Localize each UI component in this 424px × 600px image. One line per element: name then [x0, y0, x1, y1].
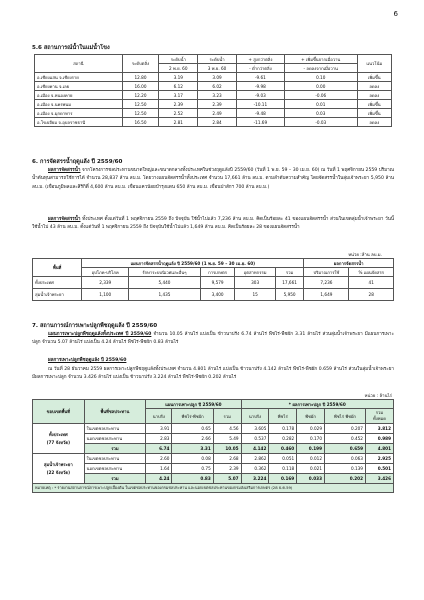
para-1-heading: ผลการจัดสรรน้ำ	[48, 168, 81, 173]
cell: ลดลง	[357, 91, 391, 100]
cell: 1,435	[129, 289, 201, 301]
col-field: พืชไร่-พืชผัก	[172, 409, 213, 424]
cultivation-table	[32, 399, 394, 493]
cell: 3.224	[241, 474, 269, 484]
cell: อ.เมือง จ.นครพนม	[35, 100, 123, 109]
cell: 0.063	[325, 454, 366, 464]
section-6-para-1	[32, 167, 394, 192]
col-consumption: อุปโภค-บริโภค	[82, 268, 129, 277]
cell: -9.98	[236, 82, 284, 91]
cell: รวม	[84, 444, 146, 454]
cell: -9.61	[236, 73, 284, 82]
cell: อ.โขงเจียม จ.อุบลราชธานี	[35, 118, 123, 127]
cell: 4.56	[213, 424, 241, 434]
section-6-para-2	[32, 216, 394, 233]
cell: ลดลง	[357, 82, 391, 91]
col-level-2: ระดับน้ำ	[198, 55, 237, 64]
table-row	[35, 73, 392, 82]
scope-name: ลุ่มน้ำเจ้าพระยา	[43, 461, 73, 467]
cell: 0.012	[297, 454, 325, 464]
cell: 16.50	[122, 118, 159, 127]
table-row	[33, 277, 394, 289]
cell: 0.452	[325, 434, 366, 444]
cell: 12.50	[122, 100, 159, 109]
col-level-2-date: 3 พ.ย. 60	[198, 64, 237, 73]
cell: 0.501	[365, 464, 393, 474]
cell: ในเขตชลประทาน	[84, 424, 146, 434]
col-industry: อุตสาหกรรม	[235, 268, 275, 277]
table-row	[35, 100, 392, 109]
cell: -9.03	[236, 91, 284, 100]
cell: อ.เมือง จ.มุกดาหาร	[35, 109, 123, 118]
cell: อ.เชียงแสน จ.เชียงราย	[35, 73, 123, 82]
cell: 3.31	[172, 444, 213, 454]
cell: รวม	[84, 474, 146, 484]
cell: 2.84	[198, 118, 237, 127]
cell: 6.74	[146, 444, 172, 454]
cell: 17,661	[275, 277, 304, 289]
cell: 0.537	[241, 434, 269, 444]
cell: 0.118	[269, 464, 297, 474]
plan-header: แผนการเพาะปลูก ปี 2559/60	[146, 400, 241, 409]
cell: 0.00	[284, 82, 357, 91]
cell: 1,649	[304, 289, 349, 301]
col-ecology: รักษาระบบนิเวศและอื่นๆ	[129, 268, 201, 277]
cell: 2.862	[241, 454, 269, 464]
cell: 0.033	[297, 474, 325, 484]
cell: 6.12	[159, 82, 198, 91]
cell: -10.11	[236, 100, 284, 109]
cell: 10.05	[213, 444, 241, 454]
plan-header: แผนการจัดสรรน้ำฤดูแล้ง ปี 2559/60 (1 พ.ย. 59 – 30 เม.ย. 60)	[82, 259, 304, 268]
cell: 3.812	[365, 424, 393, 434]
cell: 2.60	[146, 454, 172, 464]
scope-sub: (22 จังหวัด)	[46, 469, 71, 475]
cell: 2.925	[365, 454, 393, 464]
cell: 5.49	[213, 434, 241, 444]
scope-cell	[33, 424, 85, 454]
cell: -0.06	[284, 91, 357, 100]
cell: เพิ่มขึ้น	[357, 73, 391, 82]
col-rice: นาปรัง	[146, 409, 172, 424]
cell: 2.83	[146, 434, 172, 444]
mekong-table	[34, 54, 392, 127]
cell: 9,579	[200, 277, 235, 289]
cell: เพิ่มขึ้น	[357, 100, 391, 109]
cell: นอกเขตชลประทาน	[84, 434, 146, 444]
col-bank: ระดับตลิ่ง	[122, 55, 159, 73]
scope-sub: (77 จังหวัด)	[46, 439, 71, 445]
col-diff-bank: + สูงกว่าตลิ่ง	[236, 55, 284, 64]
col-res-veg: พืชผัก	[297, 409, 325, 424]
cell: 0.03	[284, 109, 357, 118]
page-number: 6	[393, 10, 398, 18]
cell: 0.989	[365, 434, 393, 444]
cell: ในเขตชลประทาน	[84, 454, 146, 464]
cell: 0.65	[172, 424, 213, 434]
cell: อ.เชียงคาน จ.เลย	[35, 82, 123, 91]
col-usage: ปริมาณการใช้	[304, 268, 349, 277]
cell: 3.17	[159, 91, 198, 100]
table-row	[35, 118, 392, 127]
col-veg-label: พืชผัก	[193, 413, 204, 419]
col-res-rice: นาปรัง	[241, 409, 269, 424]
col-res-field-veg: พืชไร่ พืชผัก	[325, 409, 366, 424]
res-total-label: รวม	[375, 410, 384, 415]
cell: 0.139	[325, 464, 366, 474]
cell: อ.เมือง จ.หนองคาย	[35, 91, 123, 100]
allocation-table	[32, 258, 394, 301]
unit-label: หน่วย :ล้าน ลบ.ม.	[348, 253, 382, 258]
col-res-field: พืชไร่	[269, 409, 297, 424]
cell: 2.81	[159, 118, 198, 127]
section-7-subtitle	[32, 357, 394, 365]
cell: 41	[349, 277, 394, 289]
cell: 2.39	[198, 100, 237, 109]
col-total: รวม	[275, 268, 304, 277]
cell: 0.051	[269, 454, 297, 464]
cell: 0.659	[325, 444, 366, 454]
col-diff-bank-sub: - ต่ำกว่าตลิ่ง	[236, 64, 284, 73]
cell: 0.021	[297, 464, 325, 474]
cell: 1,100	[82, 289, 129, 301]
cell: 28	[349, 289, 394, 301]
cell: -0.03	[284, 118, 357, 127]
cell: 0.178	[269, 424, 297, 434]
cell: 303	[235, 277, 275, 289]
cell: เพิ่มขึ้น	[357, 109, 391, 118]
cell: 3.23	[198, 91, 237, 100]
cell: 4.24	[146, 474, 172, 484]
table-row	[35, 91, 392, 100]
col-scope: ขอบเขตพื้นที่	[33, 400, 85, 424]
col-station: สถานี	[35, 55, 123, 73]
cell: 0.169	[269, 474, 297, 484]
cell: 0.199	[297, 444, 325, 454]
cell: 0.83	[172, 474, 213, 484]
result-header: ผลการจัดสรรน้ำ	[304, 259, 394, 268]
cell: 0.01	[284, 100, 357, 109]
table-row	[33, 454, 394, 464]
scope-name: ทั้งประเทศ	[48, 431, 68, 437]
cell: 2.66	[172, 434, 213, 444]
cell: 12.80	[122, 73, 159, 82]
col-agriculture: การเกษตร	[200, 268, 235, 277]
cell: 16.00	[122, 82, 159, 91]
para-2-heading: ผลการจัดสรรน้ำ	[48, 217, 81, 222]
cell: ทั้งประเทศ	[33, 277, 82, 289]
cell: 0.460	[269, 444, 297, 454]
unit-label: หน่วย : ล้านไร่	[364, 394, 392, 399]
table-row	[33, 424, 394, 434]
section-7-title: 7. สถานการณ์การเพาะปลูกพืชฤดูแล้ง ปี 2559/60	[32, 323, 158, 329]
col-diff-day-sub: - ลดลงจากเมื่อวาน	[284, 64, 357, 73]
col-field-label: พืชไร่	[181, 413, 192, 419]
scope-cell	[33, 454, 85, 484]
cell: 6.02	[198, 82, 237, 91]
section-7-para-2	[32, 366, 394, 383]
cell: 2.39	[213, 464, 241, 474]
table-note: หมายเหตุ : * รายงานสถานการณ์การเพาะปลูกเบื้องต้น ในเขตชลประทานของกรมชลประทาน และนอกเขตชลประทานของกรมส่งเสริมการเกษตร (28 ธ.ค.59)	[33, 484, 394, 493]
col-diff-day: + เพิ่มขึ้นจากเมื่อวาน	[284, 55, 357, 64]
cell: 2.68	[213, 454, 241, 464]
table-row	[35, 109, 392, 118]
col-total: รวม	[213, 409, 241, 424]
cell: 3.91	[146, 424, 172, 434]
cell: 0.08	[172, 454, 213, 464]
cell: ลุ่มน้ำเจ้าพระยา	[33, 289, 82, 301]
cell: 0.10	[284, 73, 357, 82]
cell: 2.52	[159, 109, 198, 118]
section-6-title: 6. การจัดสรรน้ำฤดูแล้ง ปี 2559/60	[32, 159, 123, 165]
cell: 3.426	[365, 474, 393, 484]
table-row	[33, 444, 394, 454]
cell: 0.202	[325, 474, 366, 484]
para-1-heading: แผนการเพาะปลูกพืชฤดูแล้งทั้งประเทศ ปี 2559/60	[48, 332, 152, 337]
table-row	[35, 82, 392, 91]
result-heading: ผลการเพาะปลูกพืชฤดูแล้ง ปี 2559/60	[48, 358, 127, 363]
cell: 2.49	[198, 109, 237, 118]
cell: 2.39	[159, 100, 198, 109]
cell: 3.09	[198, 73, 237, 82]
cell: ลดลง	[357, 118, 391, 127]
cell: 0.170	[297, 434, 325, 444]
cell: 0.75	[172, 464, 213, 474]
table-row	[33, 289, 394, 301]
para-1-text: จากโครงการชลประทานขนาดใหญ่และขนาดกลางทั้งประเทศในช่วงฤดูแล้งปี 2559/60 (วันที่ 1 พ.ย. 59 – 30 เม.ย. 60) ณ วันที่ 1 พฤศจิกายน 2559 ปริมาณน้ำต้นทุนสามารถใช้การได้ จำนวน 28,837 ล้าน ลบ.ม. โดยวางแผนจัดสรรน้ำทั้งประเทศ จำนวน 17,661 ล้าน ลบ.ม. ตามลำดับความสำคัญ โดยจัดสรรน้ำในลุ่มเจ้าพระยา 5,950 ล้าน ลบ.ม. (เขื่อนภูมิพลและสิริกิติ์ 4,600 ล้าน ลบ.ม. เขื่อนแควน้อยบำรุงแดน 650 ล้าน ลบ.ม. เขื่อนป่าสักฯ 700 ล้าน ลบ.ม.)	[32, 168, 394, 190]
cell: 5.07	[213, 474, 241, 484]
cell: 0.362	[241, 464, 269, 474]
res-total-note: ทั้งหมด	[372, 416, 387, 421]
cell: 15	[235, 289, 275, 301]
para-2-text: ณ วันที่ 28 ธันวาคม 2559 ผลการเพาะปลูกพืชฤดูแล้งทั้งประเทศ จำนวน 4.801 ล้านไร่ แบ่งเป็น ข้าวนาปรัง 4.142 ล้านไร่ พืชไร่-พืชผัก 0.659 ล้านไร่ ส่วนในลุ่มน้ำเจ้าพระยา มีผลการเพาะปลูก จำนวน 3.426 ล้านไร่ แบ่งเป็น ข้าวนาปรัง 3.224 ล้านไร่ พืชไร่-พืชผัก 0.202 ล้านไร่	[32, 367, 394, 381]
col-res-total	[365, 409, 393, 424]
cell: 5,440	[129, 277, 201, 289]
cell: 0.029	[297, 424, 325, 434]
cell: -9.48	[236, 109, 284, 118]
cell: 0.207	[325, 424, 366, 434]
cell: 0.282	[269, 434, 297, 444]
col-irrigation: พื้นที่ชลประทาน	[84, 400, 146, 424]
section-5-6-title: 5.6 สถานการณ์น้ำในแม่น้ำโขง	[32, 45, 110, 51]
para-1-text: จำนวน 10.05 ล้านไร่ แบ่งเป็น ข้าวนาปรัง 6.74 ล้านไร่ พืชไร่-พืชผัก 3.31 ล้านไร่ ส่วนลุ่มน้ำเจ้าพระยา มีแผนการเพาะปลูก จำนวน 5.07 ล้านไร่ แบ่งเป็น 4.24 ล้านไร่ พืชไร่-พืชผัก 0.83 ล้านไร่	[32, 332, 394, 346]
cell: 12.20	[122, 91, 159, 100]
col-percent: % แผนจัดสรร	[349, 268, 394, 277]
cell: 2,339	[82, 277, 129, 289]
col-level-1-date: 2 พ.ย. 60	[159, 64, 198, 73]
col-level-1: ระดับน้ำ	[159, 55, 198, 64]
cell: 12.50	[122, 109, 159, 118]
cell: นอกเขตชลประทาน	[84, 464, 146, 474]
col-trend: แนวโน้ม	[357, 55, 391, 73]
cell: 7,236	[304, 277, 349, 289]
cell: 5,950	[275, 289, 304, 301]
section-7-para-1	[32, 331, 394, 348]
cell: 3,400	[200, 289, 235, 301]
table-row	[33, 474, 394, 484]
cell: 3.19	[159, 73, 198, 82]
result-header: * ผลการเพาะปลูก ปี 2559/60	[241, 400, 393, 409]
cell: 3.605	[241, 424, 269, 434]
para-2-text: ทั้งประเทศ ตั้งแต่วันที่ 1 พฤศจิกายน 2559 ถึง ปัจจุบัน ใช้น้ำไปแล้ว 7,236 ล้าน ลบ.ม. คิดเป็นร้อยละ 41 ของแผนจัดสรรน้ำ ส่วนในเขตลุ่มน้ำเจ้าพระยา วันนี้ใช้น้ำไป 43 ล้าน ลบ.ม. ตั้งแต่วันที่ 1 พฤศจิกายน 2559 ถึง ปัจจุบันใช้น้ำไปแล้ว 1,649 ล้าน ลบ.ม. คิดเป็นร้อยละ 28 ของแผนจัดสรรน้ำ	[32, 217, 394, 231]
cell: -11.69	[236, 118, 284, 127]
cell: 1.64	[146, 464, 172, 474]
cell: 4.142	[241, 444, 269, 454]
table-row	[33, 464, 394, 474]
col-area: พื้นที่	[33, 259, 82, 277]
table-row	[33, 434, 394, 444]
cell: 4.801	[365, 444, 393, 454]
